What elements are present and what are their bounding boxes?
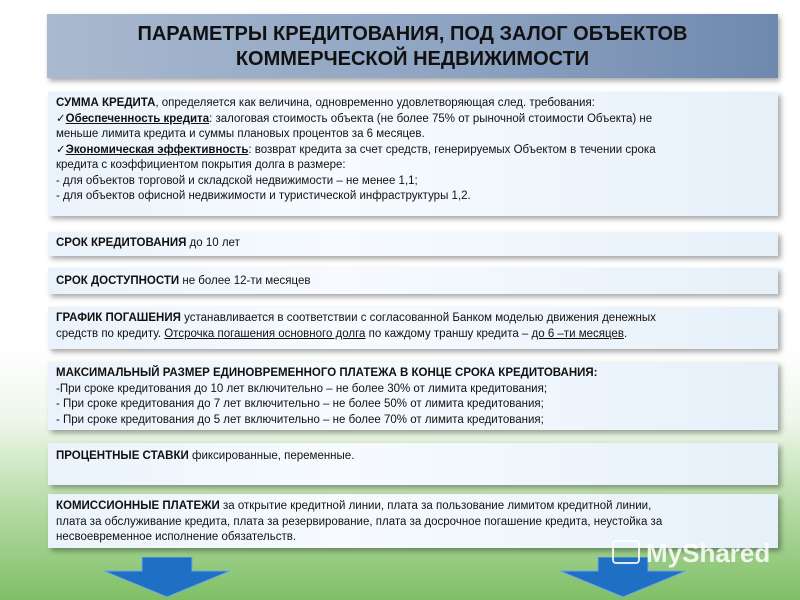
efficiency-sub-2: - для объектов офисной недвижимости и туристической инфраструктуры 1,2. [56,190,471,202]
loan-amount-intro: , определяется как величина, одновременно удовлетворяющая след. требования: [155,97,595,109]
balloon-line-3: - При сроке кредитования до 5 лет включительно – не более 70% от лимита кредитования; [56,413,544,426]
loan-term-text: до 10 лет [186,237,240,249]
rates-text: фиксированные, переменные. [188,450,355,462]
title-line-1: ПАРАМЕТРЫ КРЕДИТОВАНИЯ, ПОД ЗАЛОГ ОБЪЕКТОВ [137,23,688,45]
efficiency-sub-1: - для объектов торговой и складской недвижимости – не менее 1,1; [56,174,418,187]
collateral-label: Обеспеченность кредита [65,112,210,125]
repayment-box [48,307,778,349]
interest-rates-box [48,443,778,485]
deferral-text: Отсрочка погашения основного долга [164,327,366,340]
loan-term-heading: СРОК КРЕДИТОВАНИЯ [56,237,187,249]
availability-box [48,268,778,294]
balloon-payment-box [48,362,778,430]
down-arrow-icon [100,557,235,600]
page-title [47,14,778,78]
fees-text-2: плата за обслуживание кредита, плата за резервирование, плата за досрочное погашение кредита, неустойка за [56,515,663,528]
efficiency-text-2: кредита с коэффициентом покрытия долга в размере: [56,159,346,171]
repayment-text-1: устанавливается в соответствии с согласованной Банком моделью движения денежных [180,312,656,324]
check-icon: ✓ [56,143,66,156]
fees-heading: КОМИССИОННЫЕ ПЛАТЕЖИ [56,500,220,512]
collateral-text-2: меньше лимита кредита и суммы плановых процентов за 6 месяцев. [56,128,425,140]
balloon-line-2: - При сроке кредитования до 7 лет включительно – не более 50% от лимита кредитования; [56,398,544,410]
efficiency-text: : возврат кредита за счет средств, генерируемых Объектом в течении срока [248,143,656,156]
balloon-heading: МАКСИМАЛЬНЫЙ РАЗМЕР ЕДИНОВРЕМЕННОГО ПЛАТЕЖА В КОНЦЕ СРОКА КРЕДИТОВАНИЯ: [56,367,598,379]
efficiency-label: Экономическая эффективность [65,143,249,156]
availability-text: не более 12-ти месяцев [179,275,311,287]
watermark-logo: MyShared [646,538,771,568]
collateral-text: : залоговая стоимость объекта (не более 75% от рыночной стоимости Объекта) не [209,112,653,125]
deferral-period: до 6 –ти месяцев [531,327,624,340]
repayment-heading: ГРАФИК ПОГАШЕНИЯ [56,312,181,324]
watermark-icon [612,540,640,564]
loan-amount-box [48,92,778,216]
loan-amount-heading: СУММА КРЕДИТА [56,97,156,109]
balloon-line-1: -При сроке кредитования до 10 лет включительно – не более 30% от лимита кредитования; [56,382,548,395]
repayment-text-2e: . [623,327,628,340]
loan-term-box [48,232,778,256]
availability-heading: СРОК ДОСТУПНОСТИ [56,275,180,287]
fees-text-3: несвоевременное исполнение обязательств. [56,531,297,543]
title-line-2: КОММЕРЧЕСКОЙ НЕДВИЖИМОСТИ [235,48,590,70]
rates-heading: ПРОЦЕНТНЫЕ СТАВКИ [56,450,189,462]
repayment-text-2a: средств по кредиту. [56,327,165,340]
repayment-text-2c: по каждому траншу кредита – [365,327,532,340]
fees-text-1: за открытие кредитной линии, плата за пользование лимитом кредитной линии, [219,500,652,512]
check-icon: ✓ [56,112,66,125]
